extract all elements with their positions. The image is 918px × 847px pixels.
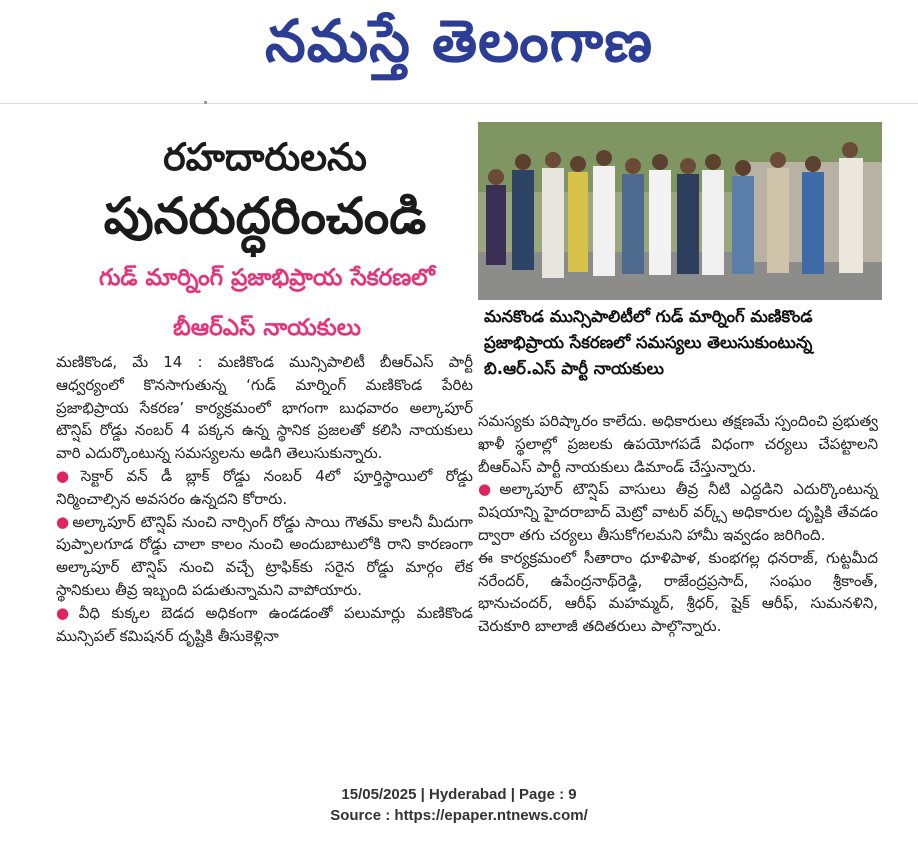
- bullet-icon: ●: [56, 512, 70, 531]
- photo-caption: మనకొండ మున్సిపాలిటీలో గుడ్ మార్నింగ్ మణికొండ ప్రజాభిప్రాయ సేకరణలో సమస్యలు తెలుసుకుంటున్న బి.ఆర్.ఎస్ పార్టీ నాయకులు: [484, 307, 813, 378]
- masthead-divider: [0, 103, 918, 104]
- article-intro: మణికొండ, మే 14 : మణికొండ మున్సిపాలిటీ బీఆర్ఎస్ పార్టీ ఆధ్వర్యంలో కొనసాగుతున్న ‘గుడ్ మార్నింగ్ మణికొండ పేరిట ప్రజాభిప్రాయ సేకరణ’ కార్యక్రమంలో భాగంగా బుధవారం అల్కాపూర్ టౌన్షిప్ రోడ్డు నంబర్ 4 పక్కన ఉన్న స్థానిక ప్రజలతో కలిసి నాయకులు వారి ఎదుర్కొంటున్న సమస్యలను అడిగి తెలుసుకున్నారు.: [56, 353, 473, 463]
- article-column-left: [56, 351, 473, 647]
- group-photo-image: [478, 122, 882, 300]
- article-continuation: సమస్యకు పరిష్కారం కాలేదు. అధికారులు తక్షణమే స్పందించి ప్రభుత్వ ఖాళీ స్థలాల్లో ప్రజలకు ఉపయోగపడే విధంగా చర్యలు చేపట్టాలని బీఆర్ఎస్ పార్టీ నాయకులు డిమాండ్ చేస్తున్నారు.: [478, 412, 878, 476]
- bullet-icon: ●: [56, 466, 78, 485]
- article-closing: ఈ కార్యక్రమంలో సీతారాం ధూళిపాళ, కుంభగల్ల ధనరాజ్, గుట్టమీద నరేందర్, ఉపేంద్రనాథ్‌రెడ్డి, రాజేంద్రప్రసాద్, సంఘం శ్రీకాంత్, భానుచందర్, ఆరీఫ్ మహమ్మద్, శ్రీధర్, షైక్ ఆరీఫ్, సుమనళిని, చెరుకూరి బాలాజీ తదితరులు పాల్గొన్నారు.: [478, 548, 878, 636]
- bullet-text-4: అల్కాపూర్ టౌన్షిప్ వాసులు తీవ్ర నీటి ఎద్దడిని ఎదుర్కొంటున్న విషయాన్ని హైదరాబాద్ మెట్రో వాటర్ వర్క్స్ అధికారుల దృష్టికి తేవడం ద్వారా తగు చర్యలు తీసుకోగలమని హామీ ఇవ్వడం జరిగింది.: [478, 480, 878, 544]
- bullet-text-3: వీధి కుక్కల బెడద అధికంగా ఉండడంతో పలుమార్లు మణికొండ మున్సిపల్ కమిషనర్ దృష్టికి తీసుకెళ్లినా: [56, 603, 473, 645]
- footer-source: Source : https://epaper.ntnews.com/: [330, 807, 588, 824]
- bullet-icon: ●: [478, 480, 497, 499]
- headline-line-2: పునరుద్ధరించండి: [103, 187, 427, 245]
- subheadline-line-2: బీఆర్ఎస్ నాయకులు: [173, 315, 361, 341]
- bullet-text-1: సెక్టార్ వన్ డీ బ్లాక్ రోడ్డు నంబర్ 4లో పూర్తిస్థాయిలో రోడ్డు నిర్మించాల్సిన అవసరం ఉన్నదని కోరారు.: [56, 466, 473, 508]
- bullet-item-2: [56, 511, 473, 602]
- footer-date-page: 15/05/2025 | Hyderabad | Page : 9: [341, 786, 577, 803]
- bullet-item-4: [478, 478, 878, 546]
- headline-line-1: రహదారులను: [163, 135, 367, 179]
- divider-marker: [204, 101, 207, 104]
- masthead: [0, 0, 918, 88]
- article-column-right: [478, 410, 878, 638]
- bullet-text-2: అల్కాపూర్ టౌన్షిప్ నుంచి నార్సింగ్ రోడ్డు సాయి గౌతమ్ కాలనీ మీదుగా పుప్పాలగూడ రోడ్డు చాలా కాలం నుంచి అందుబాటులోకి రాని కారణంగా అల్కాపూర్ టౌన్షిప్ నుంచి వచ్చే ట్రాఫిక్‌కు సరైన రోడ్డు మార్గం లేక స్థానికులు తీవ్ర ఇబ్బంది పడుతున్నామని వాపోయారు.: [56, 512, 473, 599]
- bullet-item-1: [56, 465, 473, 511]
- masthead-title: నమస్తే తెలంగాణ: [265, 7, 653, 75]
- bullet-item-3: [56, 602, 473, 648]
- subheadline-line-1: గుడ్ మార్నింగ్ ప్రజాభిప్రాయ సేకరణలో: [99, 265, 435, 291]
- bullet-icon: ●: [56, 603, 76, 622]
